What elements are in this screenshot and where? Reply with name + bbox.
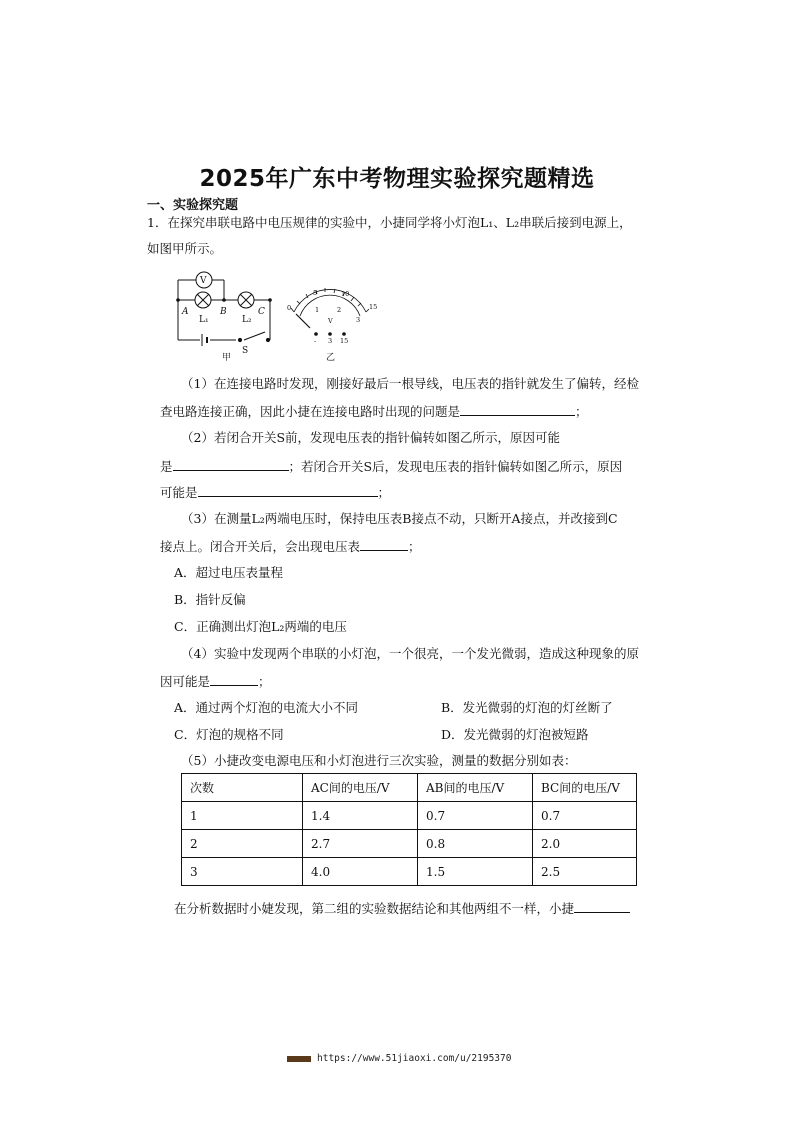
part3-line1: （3）在测量L₂两端电压时，保持电压表B接点不动，只断开A接点，并改接到C — [181, 511, 618, 526]
table-cell: 4.0 — [303, 858, 418, 886]
table-cell: 3 — [182, 858, 303, 886]
part4-option-d: D．发光微弱的灯泡被短路 — [441, 727, 589, 742]
footer — [287, 1053, 511, 1064]
part4-text: 因可能是 — [160, 674, 211, 689]
meter-needle — [296, 314, 310, 328]
answer-blank — [574, 899, 630, 913]
answer-blank — [198, 483, 378, 497]
inner-tick-2: 2 — [337, 306, 342, 314]
part3-option-b: B．指针反偏 — [174, 592, 246, 607]
part2-line1: （2）若闭合开关S前，发现电压表的指针偏转如图乙所示，原因可能 — [181, 430, 561, 445]
table-cell: 1 — [182, 802, 303, 830]
part5-line1: （5）小捷改变电源电压和小灯泡进行三次实验，测量的数据分别如表： — [181, 753, 577, 768]
table-header: 次数 — [182, 774, 303, 802]
figure-a-caption: 甲 — [222, 353, 232, 363]
tick-0: 0 — [287, 304, 292, 312]
part4-option-c: C．灯泡的规格不同 — [174, 727, 284, 742]
part2-end: ； — [377, 485, 391, 500]
table-header: BC间的电压/V — [533, 774, 637, 802]
part2-line3 — [160, 483, 390, 502]
point-c-label: C — [258, 307, 265, 317]
final-line — [174, 899, 630, 918]
part4-option-a: A．通过两个灯泡的电流大小不同 — [174, 700, 359, 715]
part4-end: ； — [258, 674, 271, 689]
voltmeter-label: V — [200, 276, 207, 286]
table-cell: 2.0 — [533, 830, 637, 858]
answer-blank — [173, 457, 289, 471]
inner-tick-1: 1 — [315, 306, 320, 314]
meter-unit: V — [328, 317, 333, 325]
tick-15: 15 — [369, 303, 378, 311]
table-cell: 2.7 — [303, 830, 418, 858]
inner-tick-3: 3 — [356, 316, 361, 324]
part2-text-a: 是 — [160, 459, 173, 474]
part1-line2 — [160, 402, 588, 421]
table-cell: 2 — [182, 830, 303, 858]
tick-10: 10 — [341, 290, 350, 298]
part3-line2 — [160, 537, 421, 556]
terminal-minus: - — [314, 337, 317, 345]
q1-intro-line2: 如图甲所示。 — [147, 241, 223, 256]
site-logo-icon — [287, 1056, 311, 1062]
lamp-l2-label: L₂ — [242, 315, 252, 325]
table-cell: 0.7 — [533, 802, 637, 830]
answer-blank — [210, 672, 258, 686]
page-title: 2025年广东中考物理实验探究题精选 — [199, 166, 595, 192]
terminal-3: 3 — [328, 337, 333, 345]
part1-line1: （1）在连接电路时发现，刚接好最后一根导线，电压表的指针就发生了偏转，经检 — [181, 376, 639, 391]
switch-label: S — [242, 346, 249, 356]
data-table — [181, 773, 637, 886]
table-header: AB间的电压/V — [418, 774, 533, 802]
q1-intro-line1: 1．在探究串联电路中电压规律的实验中，小捷同学将小灯泡L₁、L₂串联后接到电源上， — [147, 215, 632, 230]
lamp-l1-label: L₁ — [199, 315, 209, 325]
point-a-label: A — [182, 307, 189, 317]
table-row — [182, 858, 637, 886]
part1-end: ； — [575, 404, 588, 419]
part4-line1: （4）实验中发现两个串联的小灯泡，一个很亮，一个发光微弱，造成这种现象的原 — [181, 646, 639, 661]
table-header-row — [182, 774, 637, 802]
table-header: AC间的电压/V — [303, 774, 418, 802]
answer-blank — [460, 402, 575, 416]
point-b-label: B — [220, 307, 227, 317]
part4-line2 — [160, 672, 271, 691]
table-cell: 2.5 — [533, 858, 637, 886]
section-heading: 一、实验探究题 — [147, 198, 239, 213]
table-cell: 1.4 — [303, 802, 418, 830]
footer-url[interactable]: https://www.51jiaoxi.com/u/2195370 — [317, 1053, 512, 1064]
part4-option-b: B．发光微弱的灯泡的灯丝断了 — [441, 700, 613, 715]
part3-option-a: A．超过电压表量程 — [174, 565, 284, 580]
table-cell: 0.8 — [418, 830, 533, 858]
tick-5: 5 — [313, 289, 318, 297]
part2-line2 — [160, 457, 622, 476]
final-text: 在分析数据时小婕发现，第二组的实验数据结论和其他两组不一样，小捷 — [174, 901, 575, 916]
table-row — [182, 802, 637, 830]
q1-figure — [170, 270, 390, 370]
figure-b-caption: 乙 — [326, 353, 336, 363]
table-cell: 1.5 — [418, 858, 533, 886]
answer-blank — [360, 537, 408, 551]
part2-text-c: 可能是 — [160, 485, 198, 500]
table-row — [182, 830, 637, 858]
part3-option-c: C．正确测出灯泡L₂两端的电压 — [174, 619, 347, 634]
terminal-15: 15 — [340, 337, 349, 345]
part3-text: 接点上。闭合开关后，会出现电压表 — [160, 539, 361, 554]
table-cell: 0.7 — [418, 802, 533, 830]
part2-text-b: ；若闭合开关S后，发现电压表的指针偏转如图乙所示，原因 — [288, 459, 623, 474]
part3-end: ； — [408, 539, 421, 554]
part1-text: 查电路连接正确，因此小捷在连接电路时出现的问题是 — [160, 404, 461, 419]
